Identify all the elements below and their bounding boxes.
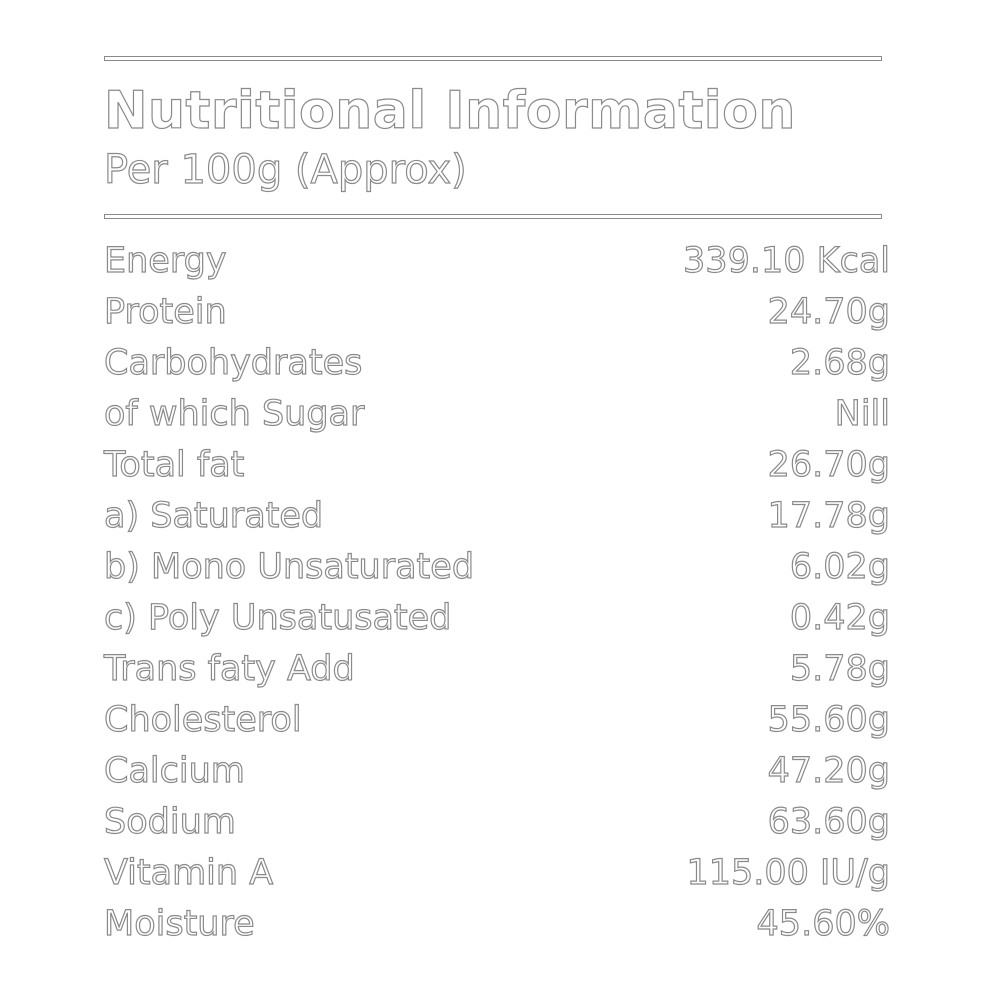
nutrient-label: Sodium (104, 802, 236, 842)
nutrient-value: 47.20g (767, 751, 890, 791)
nutrient-row-total-fat (104, 440, 890, 491)
nutrient-label: a) Saturated (104, 496, 324, 536)
nutrient-value: 26.70g (767, 445, 890, 485)
nutrient-row-sugar (104, 389, 890, 440)
nutrient-label: Energy (104, 241, 227, 281)
nutrient-label: Trans faty Add (104, 649, 355, 689)
nutrient-value: 0.42g (789, 598, 890, 638)
nutrient-row-saturated (104, 491, 890, 542)
nutrient-label: Cholesterol (104, 700, 302, 740)
nutrient-row-trans-fat (104, 644, 890, 695)
nutrient-label: b) Mono Unsaturated (104, 547, 475, 587)
nutrient-value: 55.60g (767, 700, 890, 740)
page-title: Nutritional Information (104, 81, 796, 141)
nutrient-label: Carbohydrates (104, 343, 363, 383)
header-divider (104, 214, 882, 219)
nutrient-label: Calcium (104, 751, 245, 791)
nutrient-row-vitamin-a (104, 848, 890, 899)
nutrient-row-poly-unsaturated (104, 593, 890, 644)
nutrient-row-moisture (104, 899, 890, 950)
nutrition-table (104, 236, 890, 950)
nutrient-value: 5.78g (789, 649, 890, 689)
nutrient-value: 63.60g (767, 802, 890, 842)
nutrient-label: Vitamin A (104, 853, 274, 893)
nutrient-value: 339.10 Kcal (683, 241, 890, 281)
nutrient-value: 2.68g (789, 343, 890, 383)
nutrient-row-calcium (104, 746, 890, 797)
nutrient-label: c) Poly Unsatusated (104, 598, 452, 638)
nutrient-row-cholesterol (104, 695, 890, 746)
nutrient-value: 17.78g (767, 496, 890, 536)
nutrient-row-protein (104, 287, 890, 338)
nutrient-label: of which Sugar (104, 394, 365, 434)
nutrient-value: 24.70g (767, 292, 890, 332)
nutrient-value: Nill (834, 394, 890, 434)
nutrient-value: 6.02g (789, 547, 890, 587)
page-subtitle: Per 100g (Approx) (104, 147, 467, 193)
top-divider (104, 56, 882, 61)
nutrient-row-carbohydrates (104, 338, 890, 389)
nutrient-value: 115.00 IU/g (686, 853, 890, 893)
nutrient-row-mono-unsaturated (104, 542, 890, 593)
nutrient-label: Total fat (104, 445, 245, 485)
nutrient-row-sodium (104, 797, 890, 848)
nutrient-value: 45.60% (756, 904, 890, 944)
nutrient-row-energy (104, 236, 890, 287)
nutrient-label: Protein (104, 292, 227, 332)
nutrient-label: Moisture (104, 904, 255, 944)
